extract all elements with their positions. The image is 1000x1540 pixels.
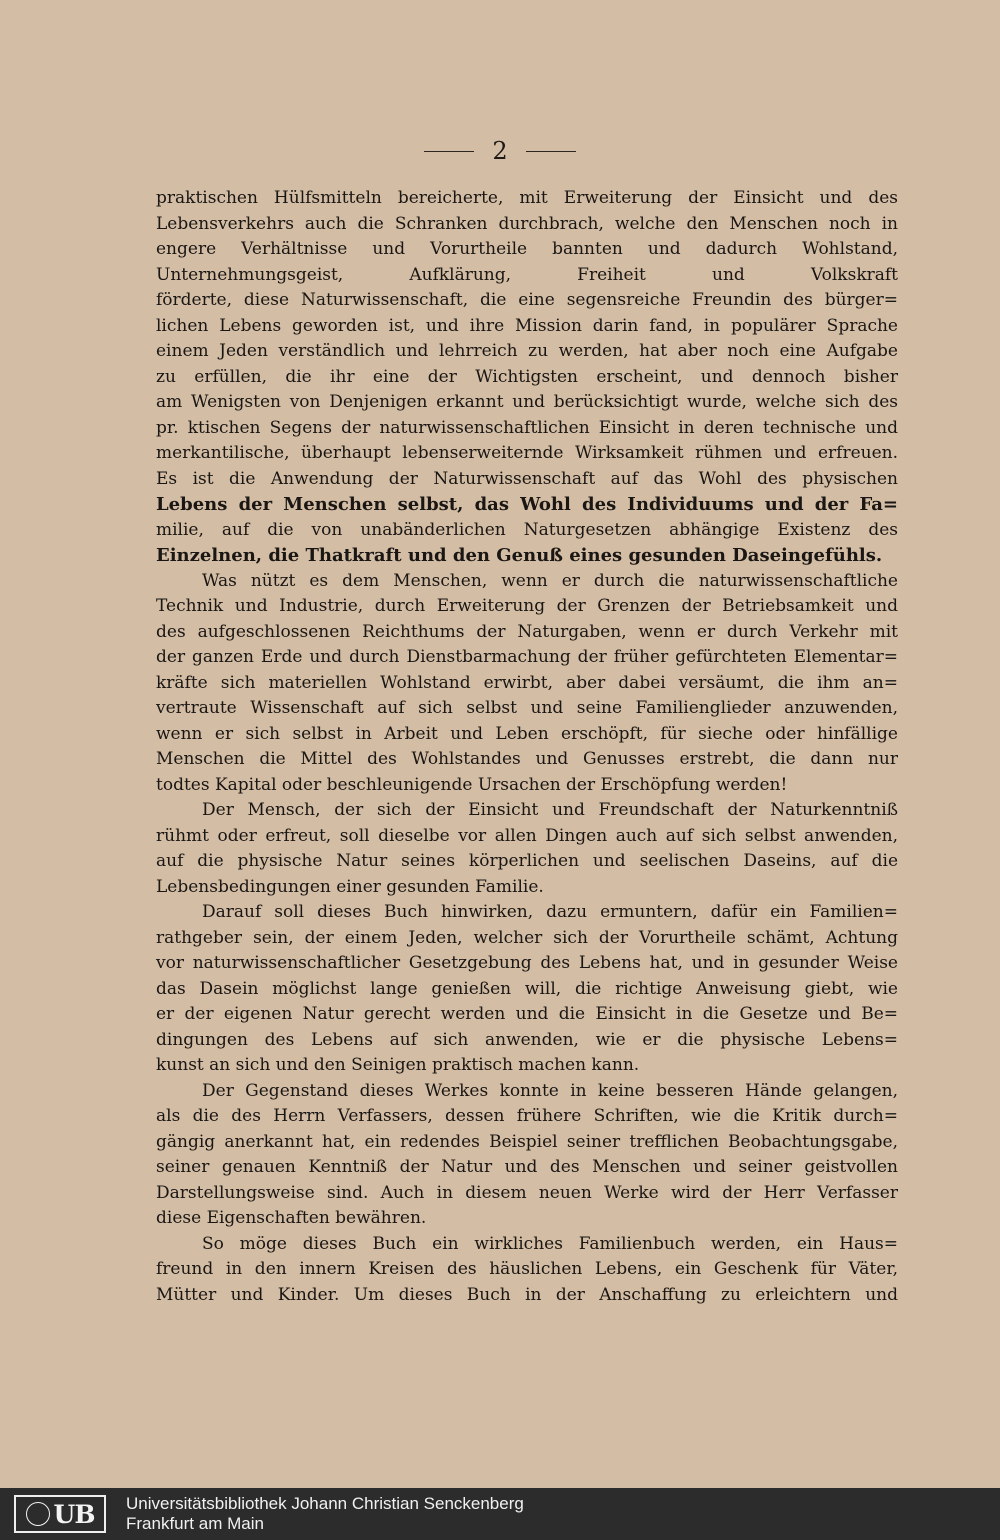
text-line: Lebensbedingungen einer gesunden Familie. — [156, 876, 544, 897]
text-line: als die des Herrn Verfassers, dessen frühere Schriften, wie die Kritik durch= — [156, 1106, 898, 1126]
text-line: merkantilische, überhaupt lebenserweiternde Wirksamkeit rühmen und erfreuen. — [156, 443, 898, 463]
text-line: engere Verhältnisse und Vorurtheile bannten und dadurch Wohlstand, — [156, 239, 898, 259]
text-line: Lebensverkehrs auch die Schranken durchbrach, welche den Menschen noch in — [156, 213, 898, 234]
text-line: Mütter und Kinder. Um dieses Buch in der Anschaffung zu erleichtern und — [156, 1284, 898, 1305]
text-line: Was nützt es dem Menschen, wenn er durch die naturwissenschaftliche — [202, 570, 898, 591]
text-line: milie, auf die von unabänderlichen Naturgesetzen abhängige Existenz des — [156, 519, 898, 540]
text-line: Menschen die Mittel des Wohlstandes und Genusses erstrebt, die dann nur — [156, 749, 898, 769]
institution-line-2: Frankfurt am Main — [126, 1514, 264, 1533]
text-line: des aufgeschlossenen Reichthums der Naturgaben, wenn er durch Verkehr mit — [156, 621, 898, 642]
text-line: Der Mensch, der sich der Einsicht und Freundschaft der Naturkenntniß — [202, 800, 898, 820]
text-line: seiner genauen Kenntniß der Natur und des Menschen und seiner geistvollen — [156, 1157, 898, 1177]
text-line: vor naturwissenschaftlicher Gesetzgebung des Lebens hat, und in gesunder Weise — [156, 953, 898, 973]
text-line: gängig anerkannt hat, ein redendes Beispiel seiner trefflichen Beobachtungsgabe, — [156, 1131, 898, 1152]
text-line: der ganzen Erde und durch Dienstbarmachung der früher gefürchteten Elementar= — [156, 647, 898, 667]
text-line: zu erfüllen, die ihr eine der Wichtigsten erscheint, und dennoch bisher — [156, 366, 898, 387]
text-line: kunst an sich und den Seinigen praktisch machen kann. — [156, 1055, 640, 1075]
text-line: vertraute Wissenschaft auf sich selbst und seine Familienglieder anzuwenden, — [156, 698, 898, 718]
text-line: So möge dieses Buch ein wirkliches Familienbuch werden, ein Haus= — [202, 1233, 898, 1254]
text-line: kräfte sich materiellen Wohlstand erwirbt, aber dabei versäumt, die ihm an= — [156, 672, 898, 693]
text-line: rathgeber sein, der einem Jeden, welcher sich der Vorurtheile schämt, Achtung — [156, 927, 898, 948]
page-number-row — [0, 135, 1000, 167]
body-text — [156, 186, 898, 1308]
text-line: Einzelnen, die Thatkraft und den Genuß eines gesunden Daseingefühls. — [156, 545, 883, 566]
right-rule — [526, 151, 576, 152]
text-line: Lebens der Menschen selbst, das Wohl des Individuums und der Fa= — [156, 494, 898, 515]
text-line: Unternehmungsgeist, Aufklärung, Freiheit und Volkskraft — [156, 264, 898, 285]
text-line: rühmt oder erfreut, soll dieselbe vor allen Dingen auch auf sich selbst anwenden, — [156, 825, 898, 846]
text-line: Darauf soll dieses Buch hinwirken, dazu ermuntern, dafür ein Familien= — [202, 902, 898, 922]
institution-line-1: Universitätsbibliothek Johann Christian Senckenberg — [126, 1494, 524, 1513]
text-line: pr. ktischen Segens der naturwissenschaftlichen Einsicht in deren technische und — [156, 417, 898, 438]
institution-text — [126, 1494, 524, 1534]
text-line: wenn er sich selbst in Arbeit und Leben erschöpft, für sieche oder hinfällige — [156, 723, 898, 744]
text-line: förderte, diese Naturwissenschaft, die eine segensreiche Freundin des bürger= — [156, 290, 898, 310]
text-line: am Wenigsten von Denjenigen erkannt und berücksichtigt wurde, welche sich des — [156, 392, 898, 412]
text-line: Darstellungsweise sind. Auch in diesem neuen Werke wird der Herr Verfasser — [156, 1182, 898, 1203]
text-line: todtes Kapital oder beschleunigende Ursachen der Erschöpfung werden! — [156, 774, 788, 795]
text-line: praktischen Hülfsmitteln bereicherte, mit Erweiterung der Einsicht und des — [156, 188, 898, 208]
text-line: auf die physische Natur seines körperlichen und seelischen Daseins, auf die — [156, 851, 898, 871]
text-line: dingungen des Lebens auf sich anwenden, wie er die physische Lebens= — [156, 1029, 898, 1050]
text-line: er der eigenen Natur gerecht werden und die Einsicht in die Gesetze und Be= — [156, 1004, 898, 1024]
text-line: Es ist die Anwendung der Naturwissenschaft auf das Wohl des physischen — [156, 468, 898, 489]
logo-text: UB — [53, 1499, 95, 1529]
logo-box — [14, 1495, 106, 1533]
left-rule — [424, 151, 474, 152]
text-line: freund in den innern Kreisen des häuslichen Lebens, ein Geschenk für Väter, — [156, 1259, 898, 1279]
library-footer — [0, 1488, 1000, 1540]
text-line: das Dasein möglichst lange genießen will, die richtige Anweisung giebt, wie — [156, 978, 898, 999]
text-line: diese Eigenschaften bewähren. — [156, 1208, 427, 1228]
text-line: Technik und Industrie, durch Erweiterung der Grenzen der Betriebsamkeit und — [156, 596, 898, 616]
library-logo — [0, 1488, 120, 1540]
text-line: einem Jeden verständlich und lehrreich zu werden, hat aber noch eine Aufgabe — [156, 341, 898, 361]
page-number: 2 — [492, 137, 508, 165]
text-line: lichen Lebens geworden ist, und ihre Mission darin fand, in populärer Sprache — [156, 315, 898, 336]
seal-icon — [26, 1502, 50, 1526]
text-line: Der Gegenstand dieses Werkes konnte in keine besseren Hände gelangen, — [202, 1080, 898, 1101]
